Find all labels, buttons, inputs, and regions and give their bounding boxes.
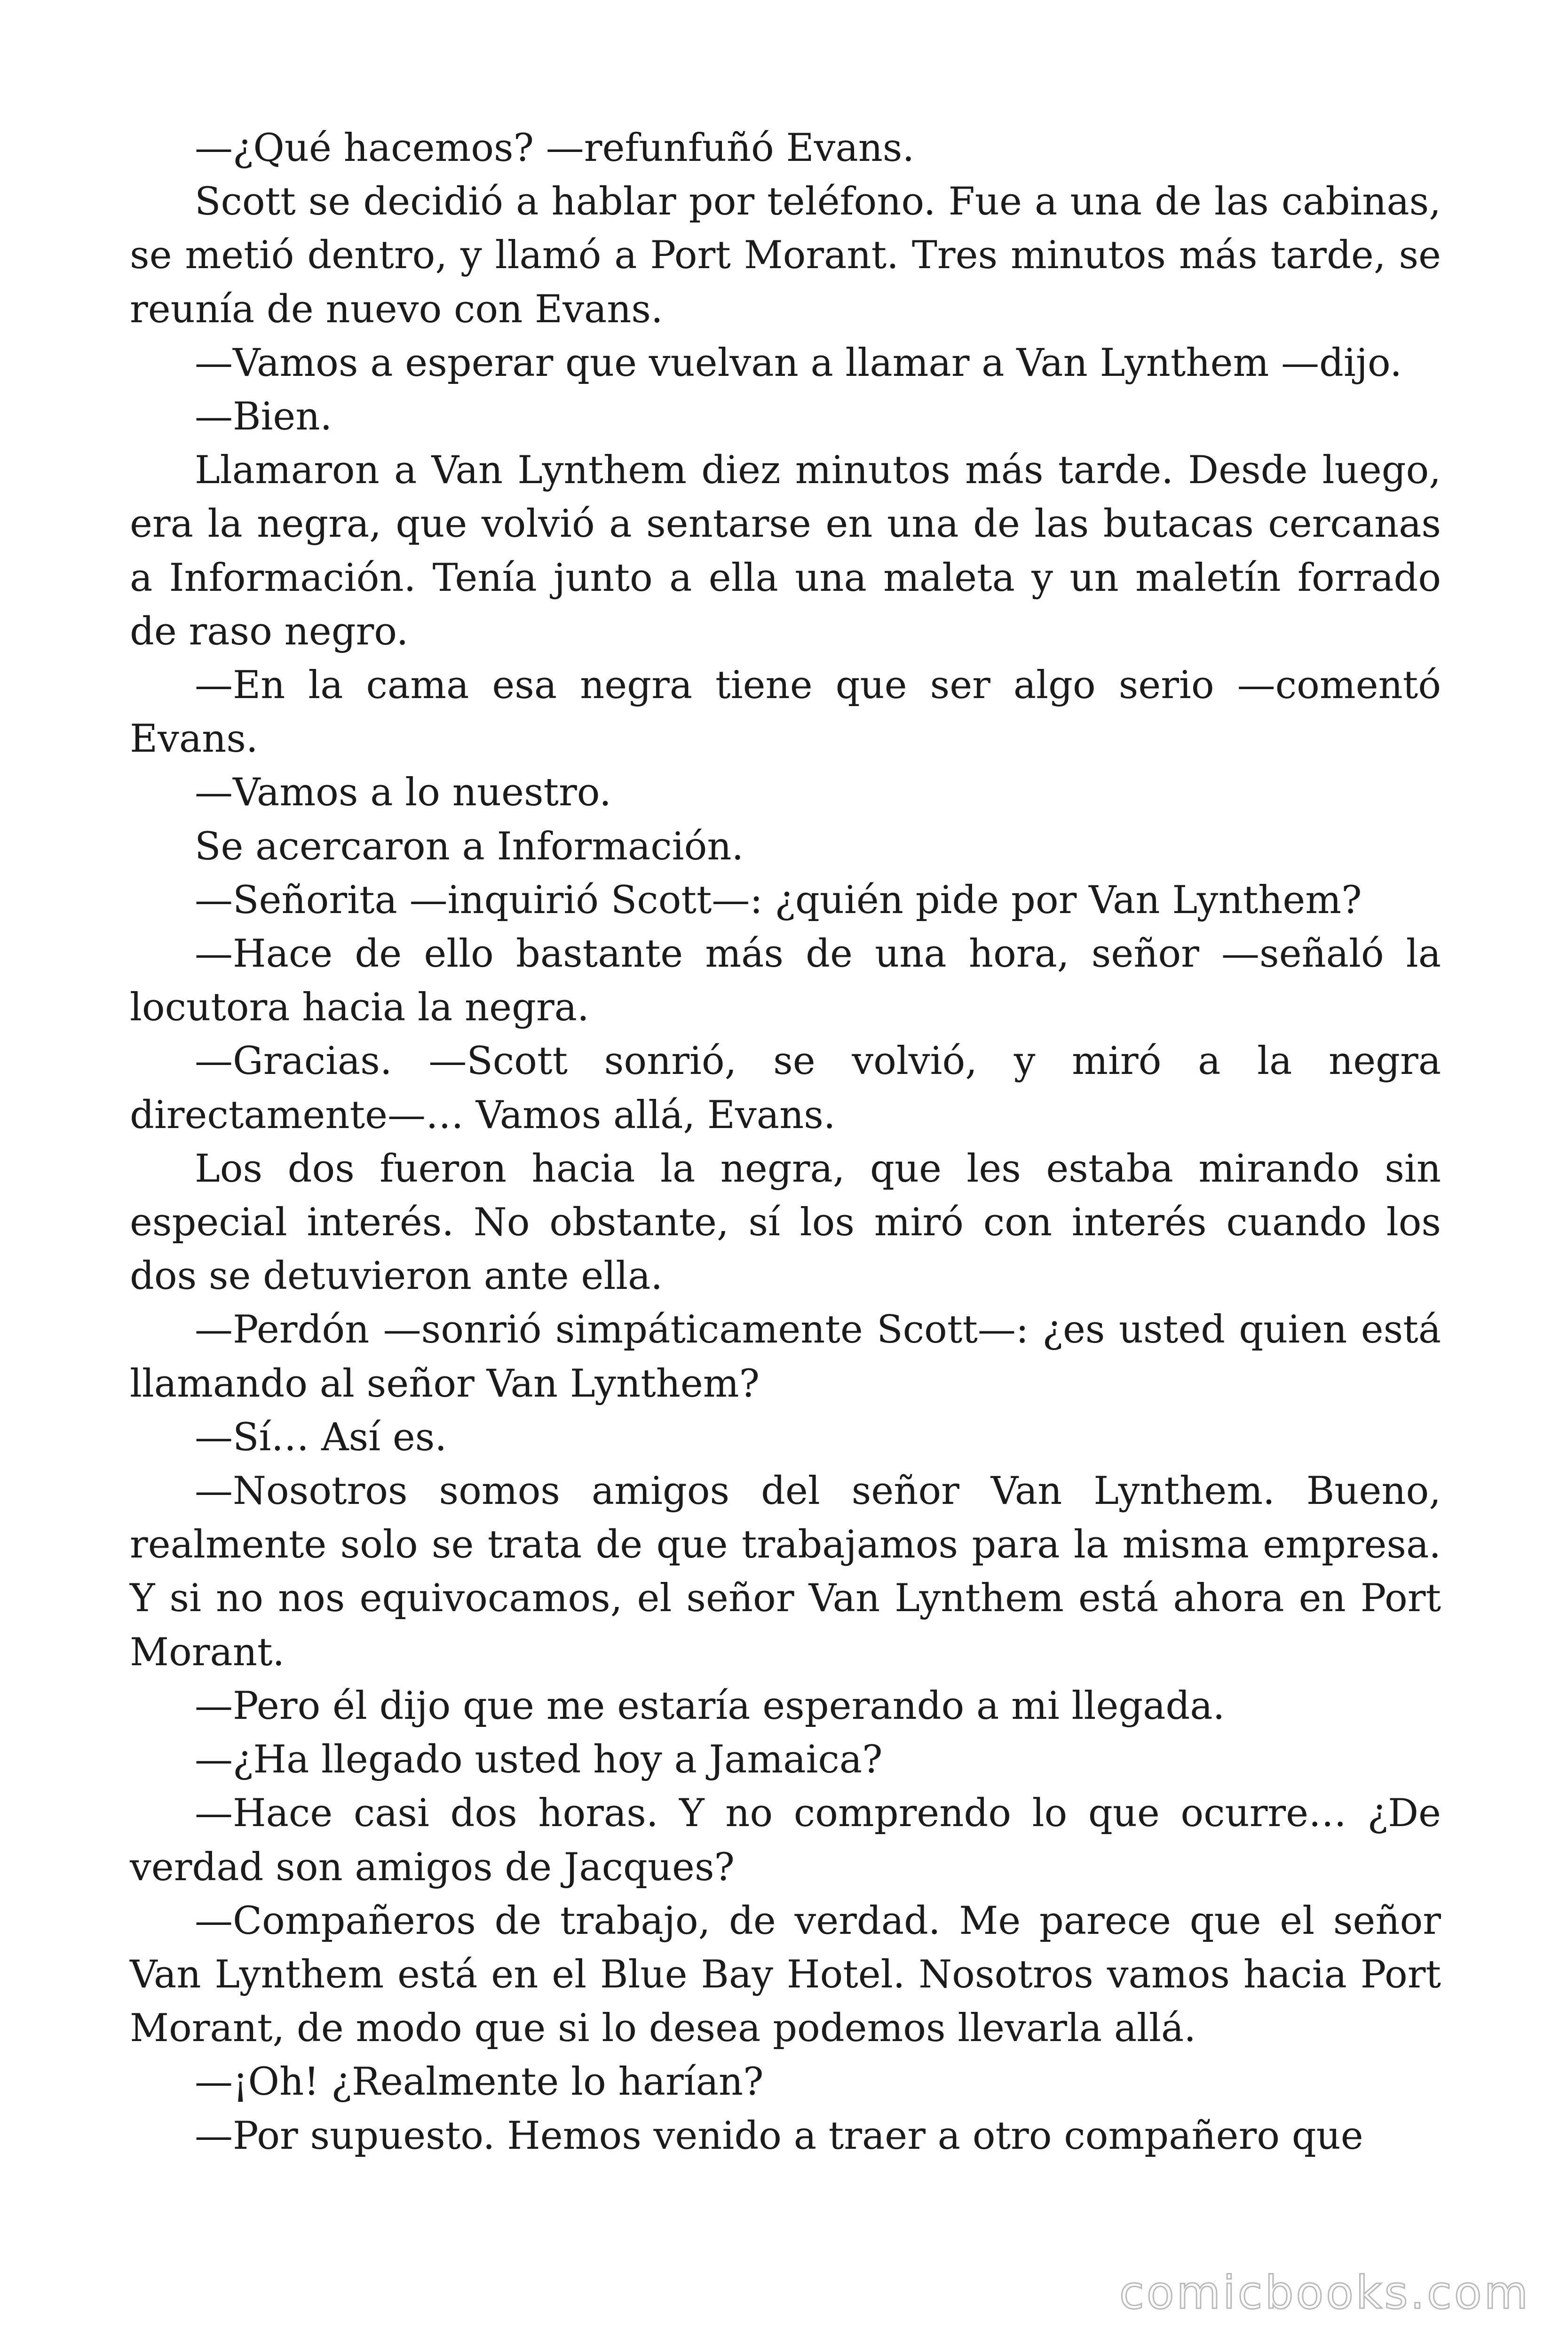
paragraph: —Nosotros somos amigos del señor Van Lynthem. Bueno, realmente solo se trata de que trabajamos para la misma empresa. Y si no nos equivocamos, el señor Van Lynthem está ahora en Port Morant.	[130, 1469, 1441, 1675]
paragraph: —Señorita —inquirió Scott—: ¿quién pide por Van Lynthem?	[195, 878, 1362, 922]
paragraph: —Sí… Así es.	[195, 1415, 447, 1460]
paragraph: —¿Ha llegado usted hoy a Jamaica?	[195, 1738, 883, 1782]
paragraph: —Pero él dijo que me estaría esperando a mi llegada.	[195, 1684, 1225, 1728]
paragraph: —Hace de ello bastante más de una hora, señor —señaló la locutora hacia la negra.	[130, 932, 1441, 1030]
paragraph: —Vamos a esperar que vuelvan a llamar a Van Lynthem —dijo.	[195, 341, 1402, 385]
paragraph: Llamaron a Van Lynthem diez minutos más tarde. Desde luego, era la negra, que volvió a sentarse en una de las butacas cercanas a Información. Tenía junto a ella una maleta y un maletín forrado de raso negro.	[130, 448, 1441, 654]
paragraph: —Perdón —sonrió simpáticamente Scott—: ¿es usted quien está llamando al señor Van Lynthem?	[130, 1308, 1441, 1406]
paragraph: —Vamos a lo nuestro.	[195, 771, 611, 815]
paragraph: Los dos fueron hacia la negra, que les estaba mirando sin especial interés. No obstante, sí los miró con interés cuando los dos se detuvieron ante ella.	[130, 1146, 1441, 1299]
paragraph: —Compañeros de trabajo, de verdad. Me parece que el señor Van Lynthem está en el Blue Bay Hotel. Nosotros vamos hacia Port Morant, de modo que si lo desea podemos llevarla allá.	[130, 1899, 1441, 2051]
paragraph: —En la cama esa negra tiene que ser algo serio —comentó Evans.	[130, 663, 1441, 762]
paragraph: —¡Oh! ¿Realmente lo harían?	[195, 2060, 764, 2105]
paragraph: —Bien.	[195, 395, 333, 439]
paragraph: —Gracias. —Scott sonrió, se volvió, y miró a la negra directamente—… Vamos allá, Evans.	[130, 1039, 1441, 1137]
paragraph: Se acercaron a Información.	[195, 824, 744, 869]
paragraph: —Hace casi dos horas. Y no comprendo lo que ocurre… ¿De verdad son amigos de Jacques?	[130, 1791, 1441, 1890]
body-text	[130, 121, 1441, 2163]
paragraph: Scott se decidió a hablar por teléfono. Fue a una de las cabinas, se metió dentro, y llamó a Port Morant. Tres minutos más tarde, se reunía de nuevo con Evans.	[130, 180, 1441, 332]
paragraph: —¿Qué hacemos? —refunfuñó Evans.	[195, 126, 915, 170]
paragraph: —Por supuesto. Hemos venido a traer a otro compañero que	[195, 2114, 1363, 2158]
watermark: comicbooks.com	[1119, 2266, 1530, 2319]
